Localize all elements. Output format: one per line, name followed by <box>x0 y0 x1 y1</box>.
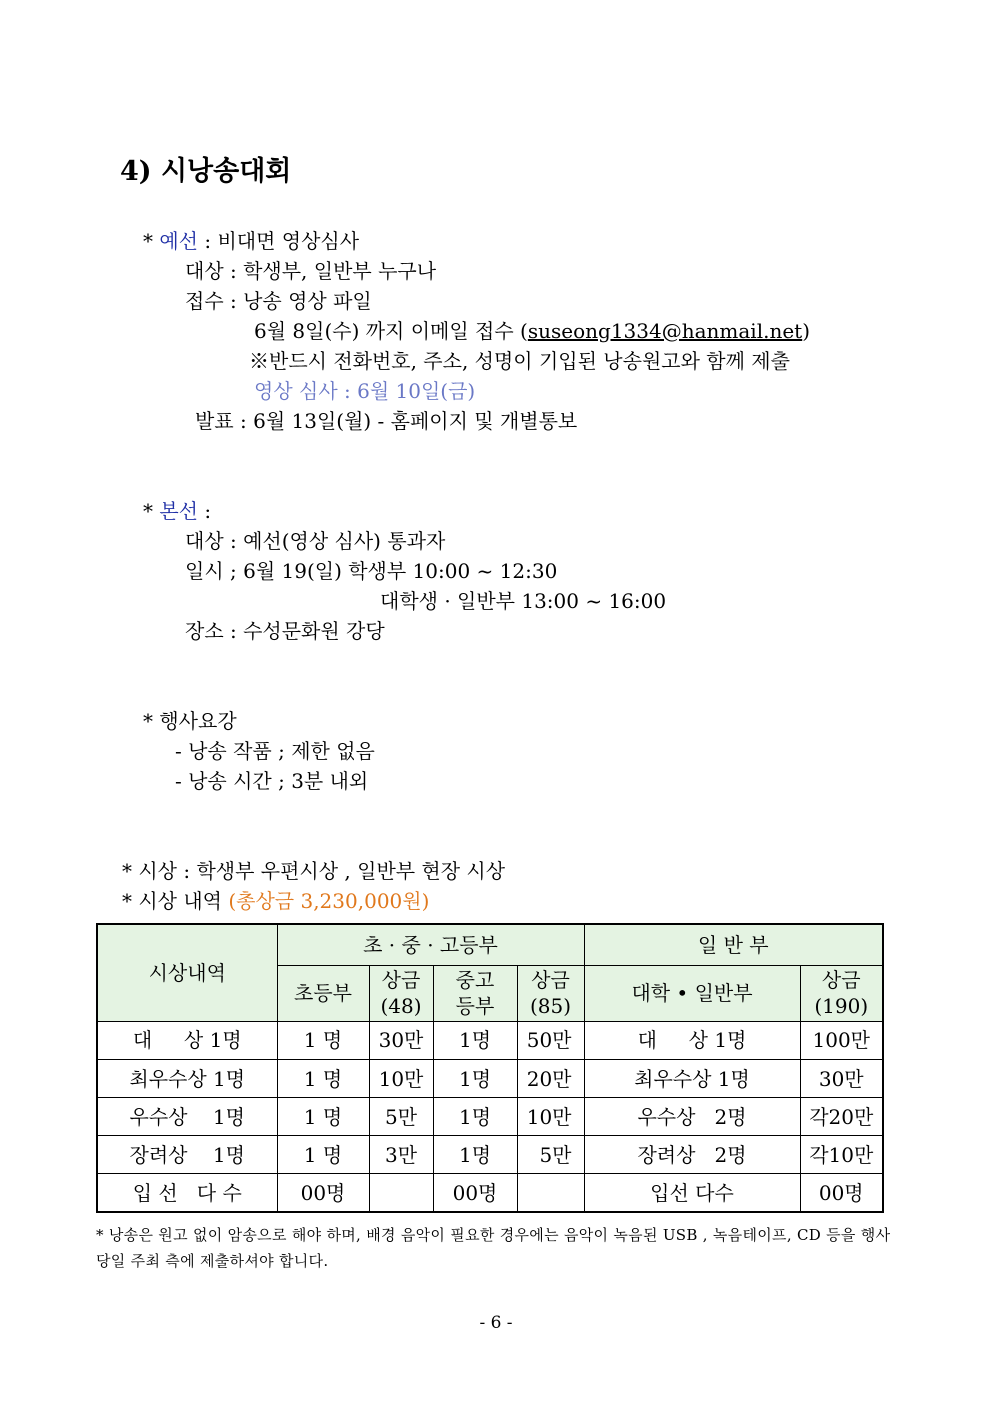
elementary-count: 1 명 <box>277 1136 369 1174</box>
elementary-prize: 5만 <box>369 1098 433 1136</box>
elementary-count: 00명 <box>277 1174 369 1212</box>
page-number: - 6 - <box>479 1313 513 1333</box>
middle-high-prize: 50만 <box>517 1021 584 1059</box>
guide-item-works: - 낭송 작품 ; 제한 없음 <box>175 739 375 763</box>
general-prize: 각10만 <box>800 1136 883 1174</box>
final-target: 대상 : 예선(영상 심사) 통과자 <box>185 529 446 553</box>
middle-high-count: 00명 <box>433 1174 517 1212</box>
elementary-prize: 3만 <box>369 1136 433 1174</box>
prelim-notice: ※반드시 전화번호, 주소, 성명이 기입된 낭송원고와 함께 제출 <box>249 349 790 373</box>
guide-item-time: - 낭송 시간 ; 3분 내외 <box>175 769 369 793</box>
elementary-prize: 10만 <box>369 1059 433 1097</box>
award-name: 우수상 1명 <box>97 1098 277 1136</box>
final-heading-label: 본선 <box>159 499 198 523</box>
elementary-count: 1 명 <box>277 1021 369 1059</box>
middle-high-prize <box>517 1174 584 1212</box>
guide-heading: * 행사요강 <box>143 709 237 733</box>
prelim-target: 대상 : 학생부, 일반부 누구나 <box>185 259 437 283</box>
prelim-announce: 발표 : 6월 13일(월) - 홈페이지 및 개별통보 <box>195 409 578 433</box>
award-name: 대 상 1명 <box>97 1021 277 1059</box>
general-award: 우수상 2명 <box>584 1098 800 1136</box>
middle-high-prize: 5만 <box>517 1136 584 1174</box>
table-row <box>97 1021 883 1059</box>
general-award: 대 상 1명 <box>584 1021 800 1059</box>
awards-detail: * 시상 내역 (총상금 3,230,000원) <box>122 889 430 913</box>
middle-high-prize: 20만 <box>517 1059 584 1097</box>
header-award: 시상내역 <box>97 924 277 1021</box>
awards-total: (총상금 3,230,000원) <box>228 889 430 913</box>
final-venue: 장소 : 수성문화원 강당 <box>185 619 385 643</box>
header-middle-high: 중고 등부 <box>433 965 517 1021</box>
elementary-count: 1 명 <box>277 1098 369 1136</box>
table-row <box>97 1174 883 1212</box>
table-row <box>97 1059 883 1097</box>
section-title: 4) 시낭송대회 <box>120 156 292 187</box>
elementary-count: 1 명 <box>277 1059 369 1097</box>
table-row <box>97 1136 883 1174</box>
prelim-deadline: 6월 8일(수) 까지 이메일 접수 (suseong1334@hanmail.net) <box>254 319 811 343</box>
final-schedule-general: 대학생 · 일반부 13:00 ~ 16:00 <box>380 589 667 613</box>
general-prize: 30만 <box>800 1059 883 1097</box>
prelim-receipt: 접수 : 낭송 영상 파일 <box>185 289 372 313</box>
prelim-review: 영상 심사 : 6월 10일(금) <box>254 379 476 403</box>
middle-high-count: 1명 <box>433 1021 517 1059</box>
header-prize-middle-high: 상금 (85) <box>517 965 584 1021</box>
middle-high-count: 1명 <box>433 1098 517 1136</box>
header-general: 일 반 부 <box>584 924 883 965</box>
prize-table <box>96 923 884 1213</box>
header-prize-general: 상금 (190) <box>800 965 883 1021</box>
general-award: 입선 다수 <box>584 1174 800 1212</box>
footnote: * 낭송은 원고 없이 암송으로 해야 하며, 배경 음악이 필요한 경우에는 음악이 녹음된 USB , 녹음테이프, CD 등을 행사 당일 주최 측에 제출하셔야 합니다. <box>96 1226 891 1270</box>
header-student: 초 · 중 · 고등부 <box>277 924 584 965</box>
header-prize-elementary: 상금 (48) <box>369 965 433 1021</box>
general-prize: 각20만 <box>800 1098 883 1136</box>
email-link[interactable]: suseong1334@hanmail.net <box>527 319 803 343</box>
final-heading: * 본선 : <box>143 499 212 523</box>
header-university-general: 대학 • 일반부 <box>584 965 800 1021</box>
header-elementary: 초등부 <box>277 965 369 1021</box>
prelim-heading: * 예선 : 비대면 영상심사 <box>143 229 360 253</box>
elementary-prize <box>369 1174 433 1212</box>
prelim-heading-label: 예선 <box>159 229 198 253</box>
final-schedule: 일시 ; 6월 19(일) 학생부 10:00 ~ 12:30 <box>185 559 558 583</box>
middle-high-prize: 10만 <box>517 1098 584 1136</box>
award-name: 최우수상 1명 <box>97 1059 277 1097</box>
award-name: 장려상 1명 <box>97 1136 277 1174</box>
middle-high-count: 1명 <box>433 1059 517 1097</box>
table-row <box>97 1098 883 1136</box>
elementary-prize: 30만 <box>369 1021 433 1059</box>
general-award: 장려상 2명 <box>584 1136 800 1174</box>
middle-high-count: 1명 <box>433 1136 517 1174</box>
general-award: 최우수상 1명 <box>584 1059 800 1097</box>
award-name: 입 선 다 수 <box>97 1174 277 1212</box>
general-prize: 100만 <box>800 1021 883 1059</box>
awards-method: * 시상 : 학생부 우편시상 , 일반부 현장 시상 <box>122 859 506 883</box>
general-prize: 00명 <box>800 1174 883 1212</box>
